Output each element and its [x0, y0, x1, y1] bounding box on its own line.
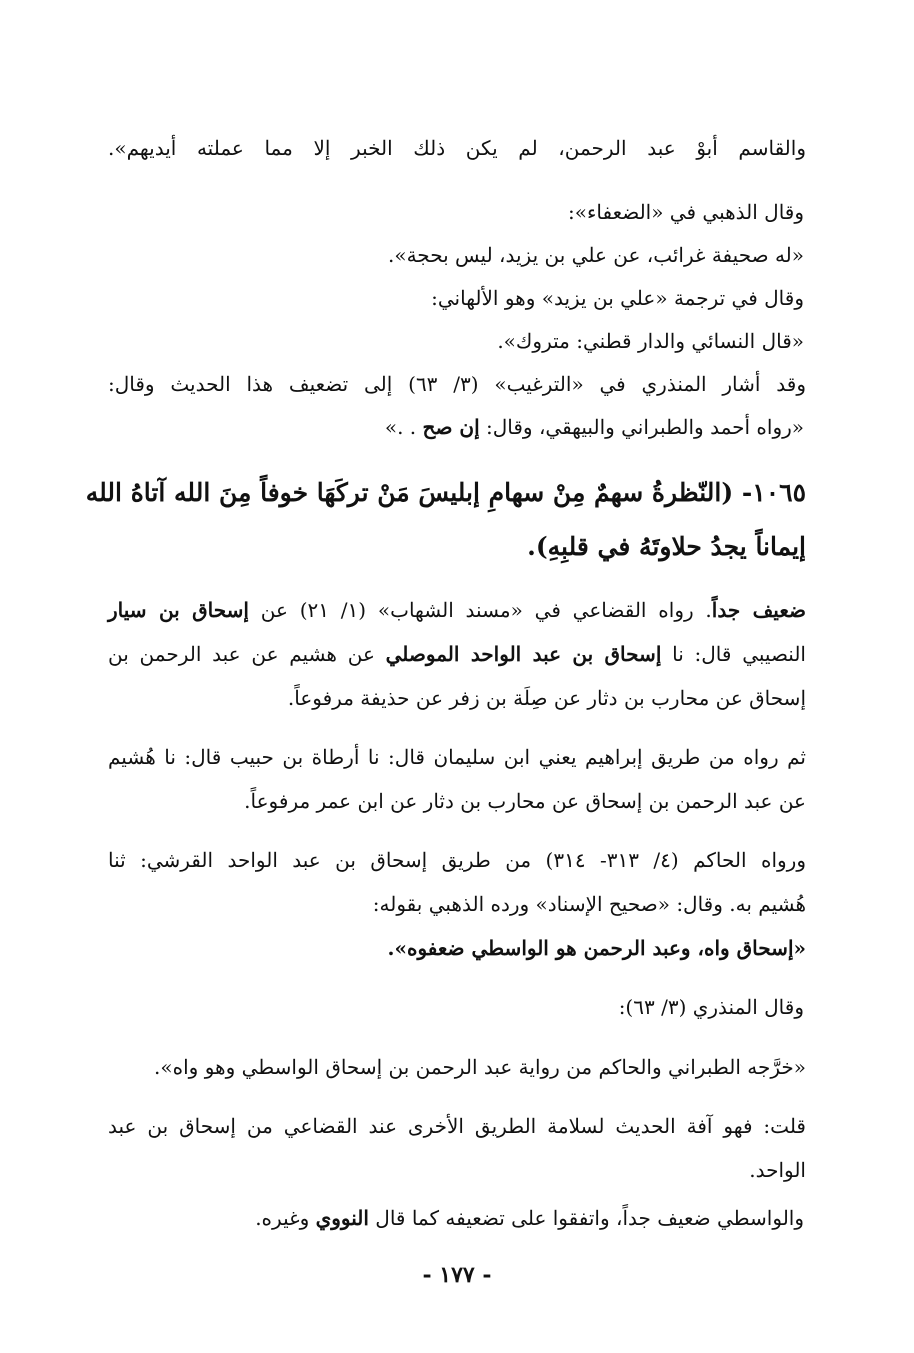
quote-line-3: «له صحيفة غرائب، عن علي بن يزيد، ليس بحجة».: [387, 243, 804, 267]
narrator-name-2: إسحاق بن عبد الواحد الموصلي: [385, 642, 662, 666]
paragraph-1-text-c: عن هشيم عن عبد الرحمن بن: [108, 642, 386, 666]
text-line-4: وقال في ترجمة «علي بن يزيد» وهو الألهاني:: [431, 286, 804, 310]
paragraph-5-text-a: والواسطي ضعيف جداً، واتفقوا على تضعيفه كما قال: [368, 1206, 804, 1230]
quote-line-7: [385, 415, 804, 439]
paragraph-4-quote: «خرَّجه الطبراني والحاكم من رواية عبد الرحمن بن إسحاق الواسطي وهو واه».: [154, 1055, 806, 1079]
paragraph-5-line-3: [255, 1206, 804, 1230]
paragraph-5-text-b: وغيره.: [255, 1206, 316, 1230]
quote-line-7-bold: إن صح: [422, 415, 480, 439]
quote-line-7-start: «رواه أحمد والطبراني والبيهقي، وقال:: [479, 415, 804, 439]
paragraph-5-line-2: الواحد.: [749, 1158, 806, 1182]
paragraph-4-line-1: وقال المنذري (٣/ ٦٣):: [618, 995, 804, 1019]
paragraph-1-text-b: النصيبي قال: نا: [661, 642, 806, 666]
paragraph-2-line-2: عن عبد الرحمن بن إسحاق عن محارب بن دثار عن ابن عمر مرفوعاً.: [244, 789, 806, 813]
page-number: - ١٧٧ -: [422, 1262, 492, 1288]
narrator-name-1: إسحاق بن سيار: [108, 598, 249, 622]
hadith-heading-line-1: ١٠٦٥- (النّظرةُ سهمٌ مِنْ سهامِ إبليسَ مَنْ تركَهَا خوفاً مِنَ الله آتاهُ الله: [85, 478, 806, 507]
text-line-2: وقال الذهبي في «الضعفاء»:: [567, 200, 804, 224]
hadith-heading-line-2: إيماناً يجدُ حلاوتَهُ في قلبِهِ).: [527, 532, 806, 561]
paragraph-2-line-1: ثم رواه من طريق إبراهيم يعني ابن سليمان قال: نا أرطاة بن حبيب قال: نا هُشيم: [108, 745, 806, 769]
paragraph-3-line-1: ورواه الحاكم (٤/ ٣١٣- ٣١٤) من طريق إسحاق بن عبد الواحد القرشي: ثنا: [108, 848, 806, 872]
grading-label: ضعيف جداً: [711, 598, 806, 622]
paragraph-1-line-2: [108, 642, 806, 666]
text-line-6: وقد أشار المنذري في «الترغيب» (٣/ ٦٣) إلى تضعيف هذا الحديث وقال:: [108, 372, 806, 396]
paragraph-1-line-3: إسحاق عن محارب بن دثار عن صِلَة بن زفر عن حذيفة مرفوعاً.: [287, 686, 806, 710]
paragraph-5-line-1: قلت: فهو آفة الحديث لسلامة الطريق الأخرى عند القضاعي من إسحاق بن عبد: [108, 1114, 806, 1138]
scholar-name: النووي: [315, 1206, 369, 1230]
paragraph-1-line-1: [108, 598, 806, 622]
quote-line-7-end: . .»: [384, 415, 423, 439]
paragraph-1-text-a: . رواه القضاعي في «مسند الشهاب» (١/ ٢١) عن: [248, 598, 712, 622]
text-line-1: والقاسم أبوْ عبد الرحمن، لم يكن ذلك الخبر إلا مما عملته أيديهم».: [108, 136, 806, 160]
paragraph-3-quote: «إسحاق واه، وعبد الرحمن هو الواسطي ضعفوه».: [387, 936, 806, 960]
quote-line-5: «قال النسائي والدار قطني: متروك».: [497, 329, 804, 353]
paragraph-3-line-2: هُشيم به. وقال: «صحيح الإسناد» ورده الذهبي بقوله:: [372, 892, 806, 916]
